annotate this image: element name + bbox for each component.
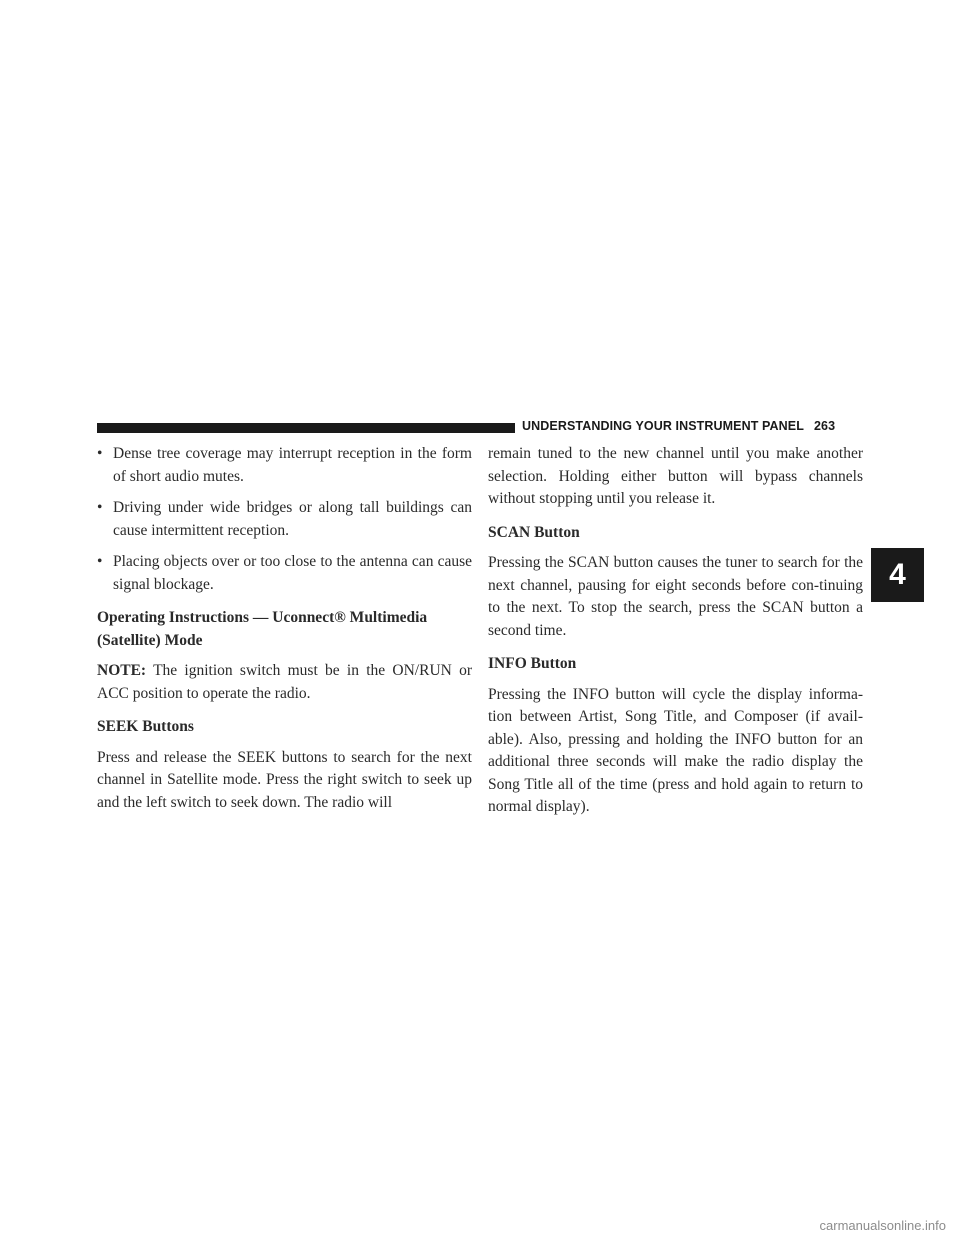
section-heading [97,607,472,652]
running-header [522,419,835,433]
right-column [488,443,863,828]
list-item [97,497,472,542]
seek-paragraph-continued: remain tuned to the new channel until you make another selection. Holding either button will bypass channels without stopping until you release it. [488,445,863,507]
list-item [97,443,472,488]
info-heading: INFO Button [488,655,577,672]
watermark: carmanualsonline.info [819,1218,946,1233]
list-item [97,551,472,596]
bullet-icon: • [97,553,103,570]
scan-paragraph: Pressing the SCAN button causes the tuner to search for the next channel, pausing for eight seconds before con-tinuing to the next. To stop the search, press the SCAN button a second time. [488,554,863,639]
page-number: 263 [813,419,836,433]
note-text: The ignition switch must be in the ON/RUN or ACC position to operate the radio. [97,662,472,702]
left-column [97,443,472,823]
bullet-icon: • [97,445,103,462]
chapter-tab: 4 [871,548,924,602]
list-item-text: Placing objects over or too close to the antenna can cause signal blockage. [113,553,472,593]
info-paragraph: Pressing the INFO button will cycle the display informa-tion between Artist, Song Title, and Composer (if avail-able). Also, pressing and holding the INFO button for an additional three seconds will make the radio display the Song Title all of the time (press and hold again to return to normal display). [488,685,863,815]
seek-paragraph: Press and release the SEEK buttons to search for the next channel in Satellite mode. Press the right switch to seek up and the left switch to seek down. The radio will [97,748,472,811]
bullet-icon: • [97,499,103,516]
seek-heading: SEEK Buttons [97,718,194,735]
list-item-text: Driving under wide bridges or along tall buildings can cause intermittent reception. [113,499,472,539]
note-label: NOTE: [97,662,147,679]
section-heading-line: (Satellite) Mode [97,631,203,649]
header-title: UNDERSTANDING YOUR INSTRUMENT PANEL [522,419,804,433]
list-item-text: Dense tree coverage may interrupt reception in the form of short audio mutes. [113,445,472,485]
scan-heading: SCAN Button [488,523,580,541]
note-paragraph [97,660,472,705]
section-heading-line: Operating Instructions — Uconnect® Multimedia [97,609,428,626]
header-rule [97,423,515,433]
